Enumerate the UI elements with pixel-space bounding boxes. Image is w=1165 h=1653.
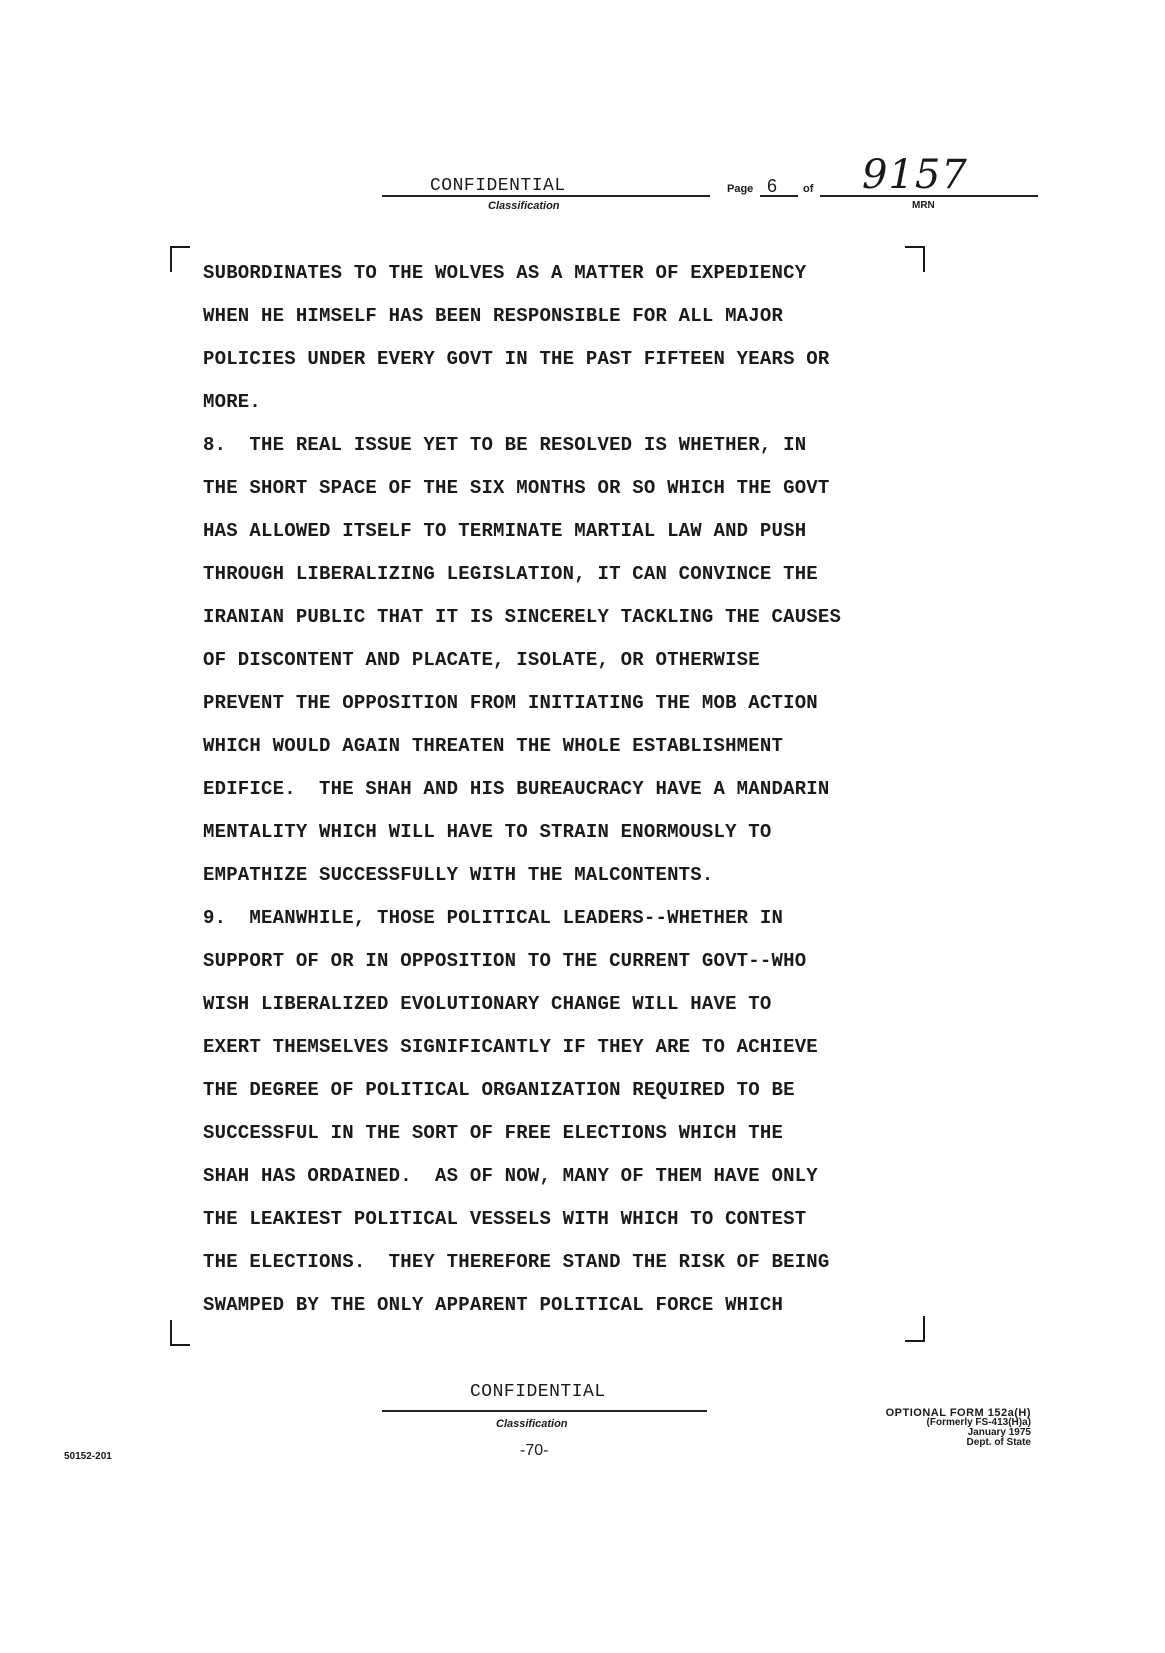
footer-classification-rule [382,1410,707,1412]
header-classification-label: Classification [488,200,560,212]
page-label: Page [727,183,754,195]
form-info-line: Dept. of State [966,1437,1031,1448]
form-info-line: January 1975 [967,1427,1031,1438]
body-line: EMPATHIZE SUCCESSFULLY WITH THE MALCONTENTS. [203,864,714,886]
body-line: IRANIAN PUBLIC THAT IT IS SINCERELY TACKLING THE CAUSES [203,606,842,628]
body-line: OF DISCONTENT AND PLACATE, ISOLATE, OR OTHERWISE [203,649,760,671]
body-line: PREVENT THE OPPOSITION FROM INITIATING THE MOB ACTION [203,692,818,714]
footer-classification: CONFIDENTIAL [470,1382,606,1402]
body-line: SUCCESSFUL IN THE SORT OF FREE ELECTIONS WHICH THE [203,1122,784,1144]
body-line: WISH LIBERALIZED EVOLUTIONARY CHANGE WILL HAVE TO [203,993,772,1015]
body-line: WHEN HE HIMSELF HAS BEEN RESPONSIBLE FOR ALL MAJOR [203,305,784,327]
body-line: 8. THE REAL ISSUE YET TO BE RESOLVED IS WHETHER, IN [203,434,807,456]
mrn-rule [820,195,1038,197]
footer-classification-label: Classification [496,1418,568,1430]
body-line: 9. MEANWHILE, THOSE POLITICAL LEADERS--WHETHER IN [203,907,784,929]
body-line: THE SHORT SPACE OF THE SIX MONTHS OR SO WHICH THE GOVT [203,477,830,499]
body-line: THROUGH LIBERALIZING LEGISLATION, IT CAN CONVINCE THE [203,563,818,585]
mrn-label: MRN [912,200,935,211]
body-line: THE ELECTIONS. THEY THEREFORE STAND THE RISK OF BEING [203,1251,830,1273]
corner-bracket-top-right [905,246,925,272]
corner-bracket-bottom-left [170,1320,190,1346]
body-line: POLICIES UNDER EVERY GOVT IN THE PAST FIFTEEN YEARS OR [203,348,830,370]
corner-bracket-bottom-right [905,1316,925,1342]
body-line: SUPPORT OF OR IN OPPOSITION TO THE CURRENT GOVT--WHO [203,950,807,972]
body-line: THE LEAKIEST POLITICAL VESSELS WITH WHICH TO CONTEST [203,1208,807,1230]
page-number-rule [760,195,798,197]
form-info-line: (Formerly FS-413(H)a) [926,1417,1031,1428]
form-info [886,1408,1031,1448]
body-line: WHICH WOULD AGAIN THREATEN THE WHOLE ESTABLISHMENT [203,735,784,757]
mrn-number: 9157 [862,152,968,198]
body-line: MENTALITY WHICH WILL HAVE TO STRAIN ENORMOUSLY TO [203,821,772,843]
of-label: of [803,183,814,195]
body-line: MORE. [203,391,262,413]
body-line: SUBORDINATES TO THE WOLVES AS A MATTER OF EXPEDIENCY [203,262,807,284]
body-line: SHAH HAS ORDAINED. AS OF NOW, MANY OF THEM HAVE ONLY [203,1165,818,1187]
body-line: SWAMPED BY THE ONLY APPARENT POLITICAL FORCE WHICH [203,1294,784,1316]
body-line: THE DEGREE OF POLITICAL ORGANIZATION REQUIRED TO BE [203,1079,795,1101]
header-classification: CONFIDENTIAL [430,176,566,196]
page-number: 6 [767,176,778,196]
form-info-line: OPTIONAL FORM 152a(H) [885,1407,1031,1419]
body-line: EDIFICE. THE SHAH AND HIS BUREAUCRACY HAVE A MANDARIN [203,778,830,800]
footer-page-marker: -70- [520,1442,549,1459]
corner-bracket-top-left [170,246,190,272]
body-line: EXERT THEMSELVES SIGNIFICANTLY IF THEY ARE TO ACHIEVE [203,1036,818,1058]
stock-number: 50152-201 [64,1451,112,1462]
body-line: HAS ALLOWED ITSELF TO TERMINATE MARTIAL LAW AND PUSH [203,520,807,542]
